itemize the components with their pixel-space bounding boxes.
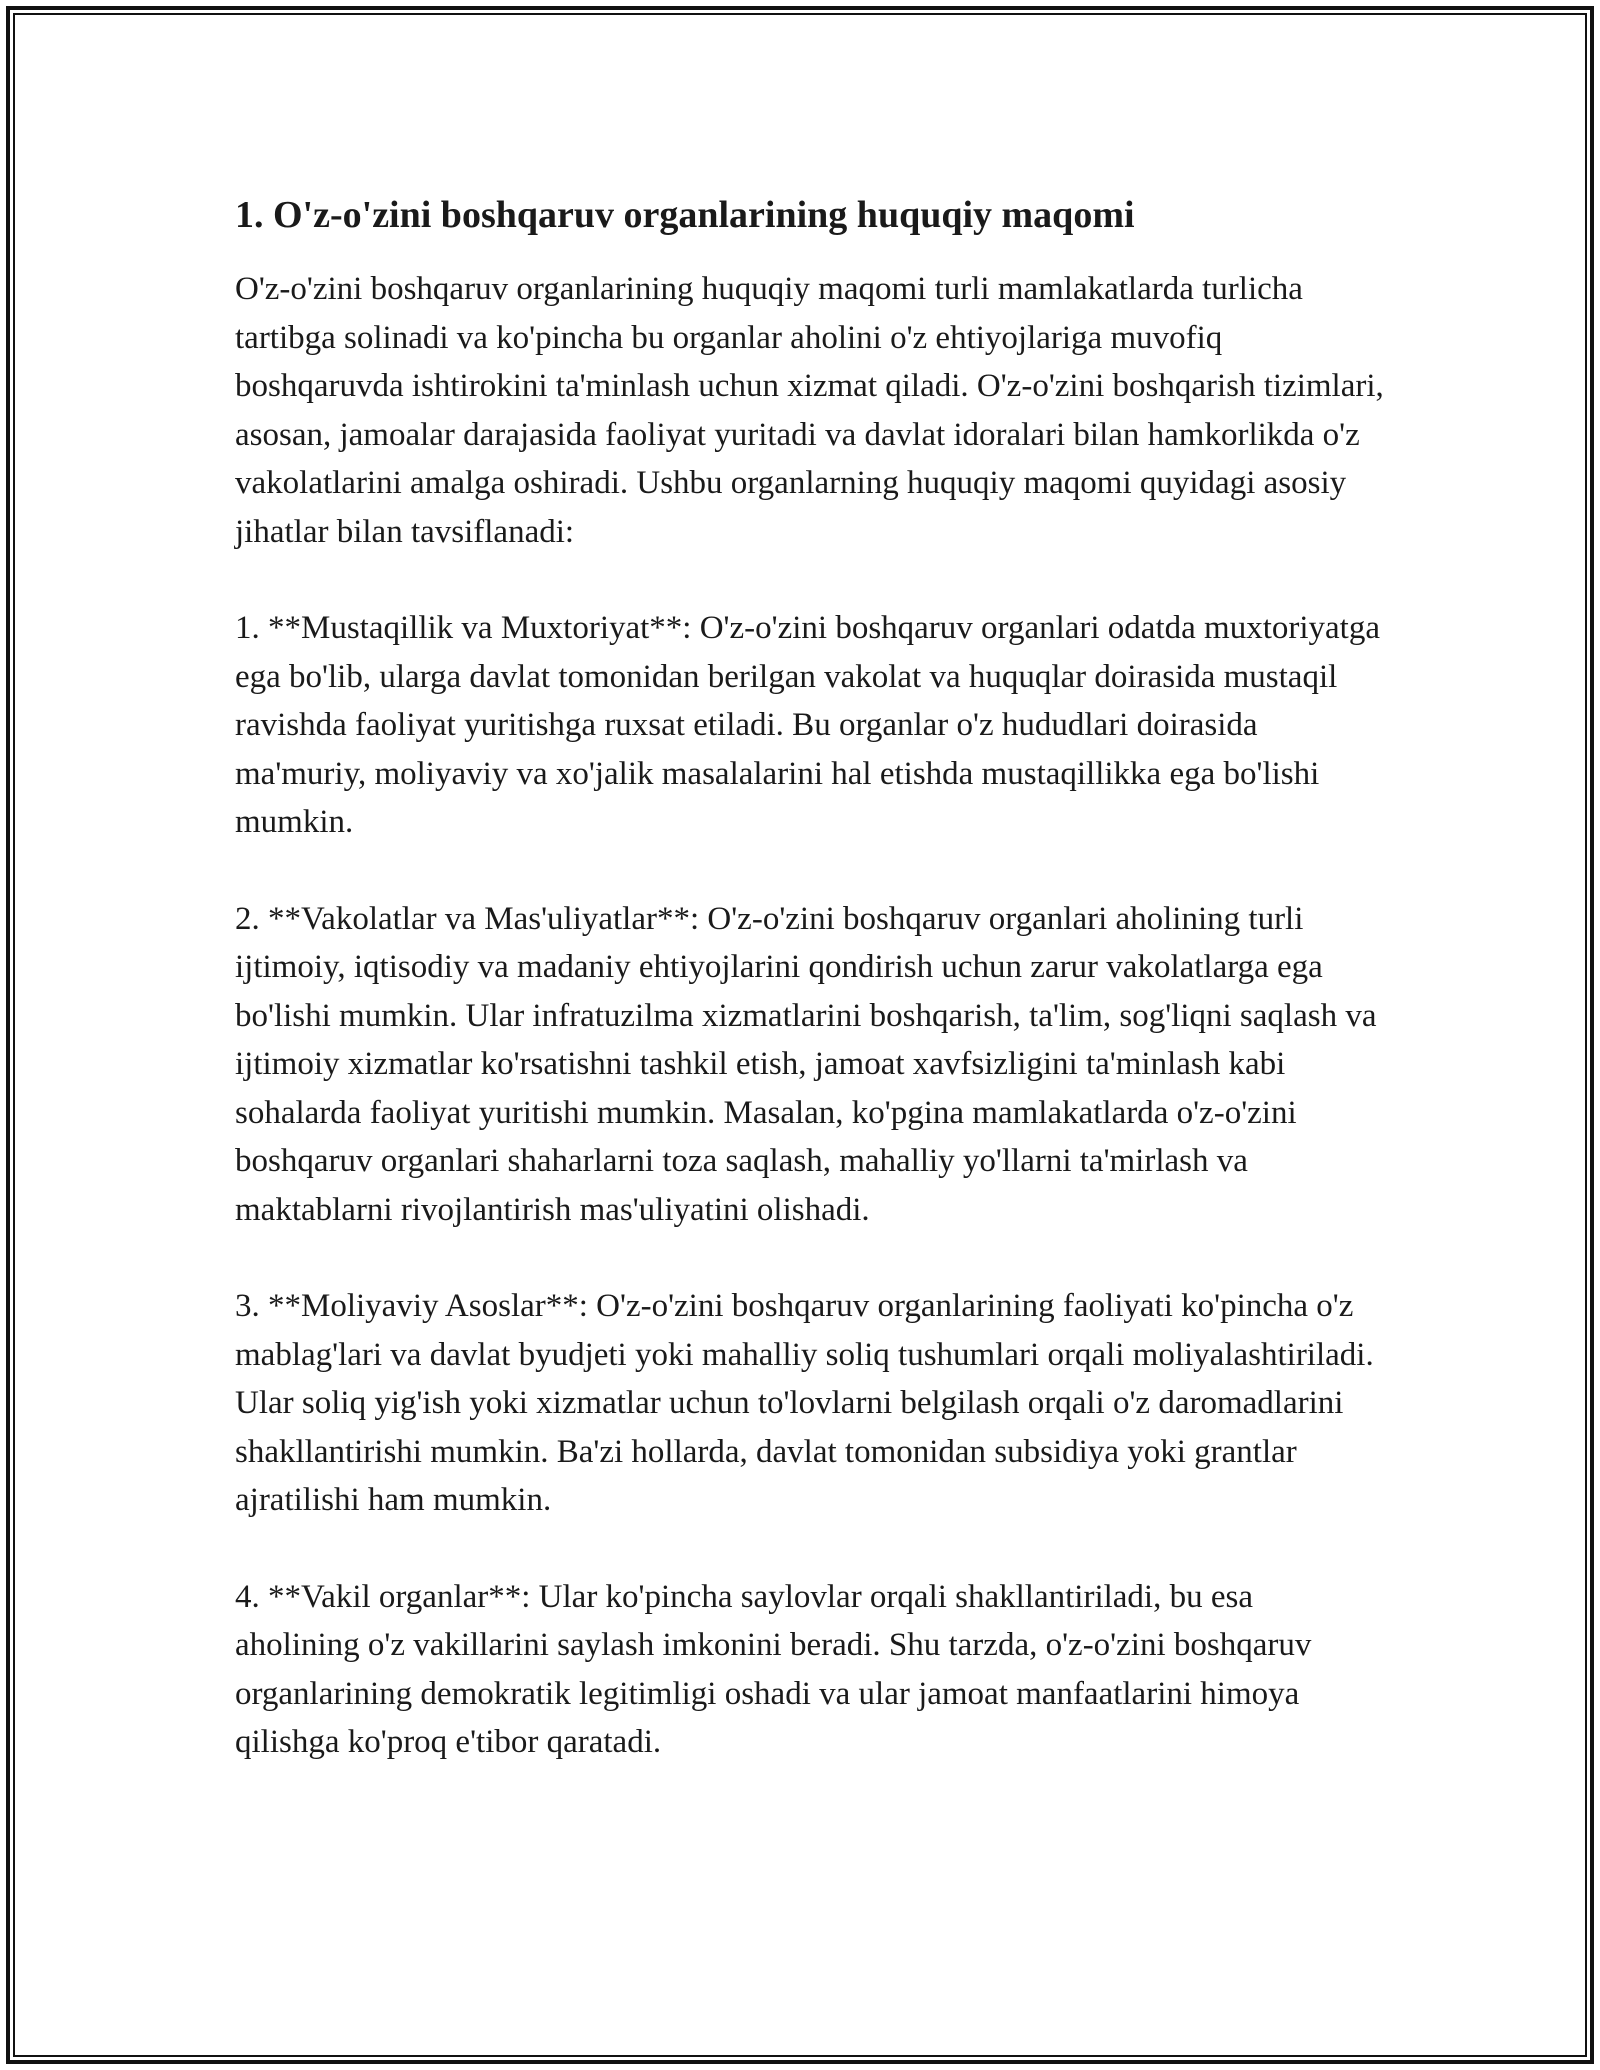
section-title: 1. O'z-o'zini boshqaruv organlarining huquqiy maqomi xyxy=(235,194,1135,236)
document-body xyxy=(235,185,1385,1815)
paragraph-vakil-organlar: 4. **Vakil organlar**: Ular ko'pincha saylovlar orqali shakllantiriladi, bu esa aholining o'z vakillarini saylash imkonini beradi. Shu tarzda, o'z-o'zini boshqaruv organlarining demokratik legitimligi oshadi va ular jamoat manfaatlarini himoya qilishga ko'proq e'tibor qaratadi. xyxy=(235,1578,1312,1760)
paragraph-moliyaviy: 3. **Moliyaviy Asoslar**: O'z-o'zini boshqaruv organlarining faoliyati ko'pincha o'z mablag'lari va davlat byudjeti yoki mahalliy soliq tushumlari orqali moliyalashtiriladi. Ular soliq yig'ish yoki xizmatlar uchun to'lovlarni belgilash orqali o'z daromadlarini shakllantirishi mumkin. Ba'zi hollarda, davlat tomonidan subsidiya yoki grantlar ajratilishi ham mumkin. xyxy=(235,1288,1374,1518)
paragraph-mustaqillik: 1. **Mustaqillik va Muxtoriyat**: O'z-o'zini boshqaruv organlari odatda muxtoriyatga ega bo'lib, ularga davlat tomonidan berilgan vakolat va huquqlar doirasida mustaqil ravishda faoliyat yuritishga ruxsat etiladi. Bu organlar o'z hududlari doirasida ma'muriy, moliyaviy va xo'jalik masalalarini hal etishda mustaqillikka ega bo'lishi mumkin. xyxy=(235,610,1380,840)
paragraph-vakolatlar: 2. **Vakolatlar va Mas'uliyatlar**: O'z-o'zini boshqaruv organlari aholining turli ijtimoiy, iqtisodiy va madaniy ehtiyojlarini qondirish uchun zarur vakolatlarga ega bo'lishi mumkin. Ular infratuzilma xizmatlarini boshqarish, ta'lim, sog'liqni saqlash va ijtimoiy xizmatlar ko'rsatishni tashkil etish, jamoat xavfsizligini ta'minlash kabi sohalarda faoliyat yuritishi mumkin. Masalan, ko'pgina mamlakatlarda o'z-o'zini boshqaruv organlari shaharlarni toza saqlash, mahalliy yo'llarni ta'mirlash va maktablarni rivojlantirish mas'uliyatini olishadi. xyxy=(235,900,1377,1228)
intro-paragraph: O'z-o'zini boshqaruv organlarining huquqiy maqomi turli mamlakatlarda turlicha tartibga solinadi va ko'pincha bu organlar aholini o'z ehtiyojlariga muvofiq boshqaruvda ishtirokini ta'minlash uchun xizmat qiladi. O'z-o'zini boshqarish tizimlari, asosan, jamoalar darajasida faoliyat yuritadi va davlat idoralari bilan hamkorlikda o'z vakolatlarini amalga oshiradi. Ushbu organlarning huquqiy maqomi quyidagi asosiy jihatlar bilan tavsiflanadi: xyxy=(235,271,1384,550)
